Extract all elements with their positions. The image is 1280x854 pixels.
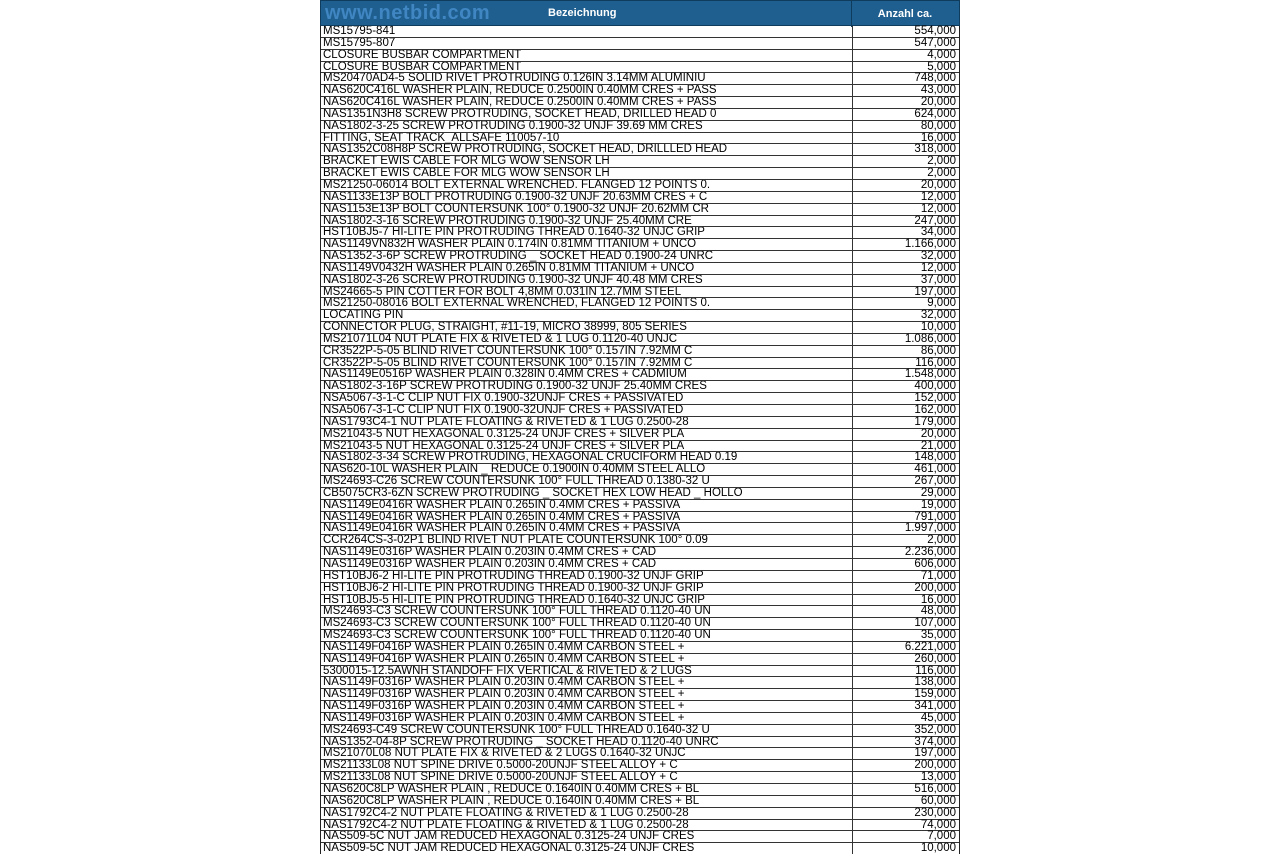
- cell-quantity: 20,000: [920, 427, 956, 440]
- cell-quantity: 162,000: [914, 404, 956, 416]
- cell-quantity: 34,000: [920, 226, 956, 239]
- cell-name: NAS620C8LP WASHER PLAIN , REDUCE 0.1640IN 0.40MM CRES + BL: [323, 795, 700, 807]
- table-row: [321, 429, 959, 441]
- cell-quantity: 2,000: [927, 167, 956, 180]
- cell-name: MS21043-5 NUT HEXAGONAL 0.3125-24 UNJF CRES + SILVER PLA: [323, 440, 685, 452]
- cell-quantity: 9,000: [927, 297, 956, 310]
- cell-name: NAS1793C4-1 NUT PLATE FLOATING & RIVETED & 1 LUG 0.2500-28: [323, 416, 689, 428]
- table-row: [321, 168, 959, 180]
- cell-quantity: 48,000: [920, 605, 956, 618]
- cell-quantity: 547,000: [914, 36, 956, 49]
- cell-name: NAS1149F0316P WASHER PLAIN 0.203IN 0.4MM CARBON STEEL +: [323, 689, 685, 701]
- cell-quantity: 35,000: [920, 629, 956, 642]
- cell-quantity: 43,000: [920, 84, 956, 97]
- table-row: [321, 251, 959, 263]
- cell-quantity: 86,000: [920, 344, 956, 357]
- table-row: [321, 417, 959, 429]
- cell-quantity: 2.236,000: [904, 546, 956, 559]
- cell-quantity: 16,000: [920, 131, 956, 144]
- table-row: [321, 796, 959, 808]
- cell-quantity: 247,000: [914, 214, 956, 227]
- table-row: [321, 73, 959, 85]
- watermark: www.netbid.com: [325, 2, 491, 24]
- cell-quantity: 29,000: [920, 486, 956, 499]
- cell-name: NAS1149F0316P WASHER PLAIN 0.203IN 0.4MM CARBON STEEL +: [323, 712, 685, 724]
- table-row: [321, 310, 959, 322]
- cell-name: MS15795-841: [323, 26, 396, 37]
- cell-name: MS20470AD4-5 SOLID RIVET PROTRUDING 0.126IN 3.14MM ALUMINIU: [323, 73, 706, 85]
- cell-quantity: 318,000: [914, 143, 956, 156]
- cell-name: 5300015-12.5AWNH STANDOFF FIX VERTICAL & RIVETED & 2 LUGS: [323, 665, 692, 677]
- cell-name: MS24665-5 PIN COTTER FOR BOLT 4,8MM 0.031IN 12.7MM STEEL: [323, 286, 682, 298]
- cell-quantity: 606,000: [914, 557, 956, 570]
- cell-name: CLOSURE BUSBAR COMPARTMENT: [323, 61, 522, 73]
- cell-name: NAS1149VN832H WASHER PLAIN 0.174IN 0.81MM TITANIUM + UNCO: [323, 239, 697, 251]
- cell-name: NAS1802-3-25 SCREW PROTRUDING 0.1900-32 UNJF 39.69 MM CRES: [323, 120, 703, 132]
- spreadsheet-table: [320, 0, 960, 854]
- cell-quantity: 80,000: [920, 119, 956, 132]
- cell-quantity: 230,000: [914, 806, 956, 819]
- cell-name: CR3522P-5-05 BLIND RIVET COUNTERSUNK 100° 0.157IN 7.92MM C: [323, 357, 693, 369]
- table-row: [321, 677, 959, 689]
- cell-quantity: 260,000: [914, 652, 956, 665]
- cell-quantity: 19,000: [920, 498, 956, 511]
- cell-quantity: 179,000: [914, 415, 956, 428]
- cell-name: MS21250-08016 BOLT EXTERNAL WRENCHED, FLANGED 12 POINTS 0.: [323, 298, 711, 310]
- cell-quantity: 352,000: [914, 723, 956, 736]
- cell-quantity: 32,000: [920, 250, 956, 263]
- table-row: [321, 547, 959, 559]
- table-row: [321, 476, 959, 488]
- cell-name: CB5075CR3-6ZN SCREW PROTRUDING _ SOCKET HEX LOW HEAD _ HOLLO: [323, 487, 743, 499]
- table-row: [321, 263, 959, 275]
- cell-name: MS21071L04 NUT PLATE FIX & RIVETED & 1 LUG 0.1120-40 UNJC: [323, 333, 678, 345]
- table-row: [321, 38, 959, 50]
- table-row: [321, 287, 959, 299]
- table-row: [321, 180, 959, 192]
- table-row: [321, 452, 959, 464]
- cell-quantity: 71,000: [920, 569, 956, 582]
- cell-quantity: 624,000: [914, 107, 956, 120]
- cell-name: NAS1802-3-34 SCREW PROTRUDING, HEXAGONAL CRUCIFORM HEAD 0.19: [323, 452, 738, 464]
- table-row: [321, 298, 959, 310]
- cell-name: NAS1149E0316P WASHER PLAIN 0.203IN 0.4MM CRES + CAD: [323, 547, 657, 559]
- cell-name: NAS1149E0316P WASHER PLAIN 0.203IN 0.4MM CRES + CAD: [323, 558, 657, 570]
- table-row: [321, 405, 959, 417]
- table-row: [321, 358, 959, 370]
- cell-name: NAS620C8LP WASHER PLAIN , REDUCE 0.1640IN 0.40MM CRES + BL: [323, 784, 700, 795]
- cell-quantity: 12,000: [920, 190, 956, 203]
- cell-name: NAS1352C08H8P SCREW PROTRUDING, SOCKET HEAD, DRILLLED HEAD: [323, 144, 728, 156]
- table-row: [321, 559, 959, 571]
- cell-quantity: 374,000: [914, 735, 956, 748]
- cell-quantity: 516,000: [914, 783, 956, 795]
- cell-quantity: 197,000: [914, 285, 956, 298]
- table-row: [321, 50, 959, 62]
- cell-name: NAS1149F0316P WASHER PLAIN 0.203IN 0.4MM CARBON STEEL +: [323, 677, 685, 689]
- column-header-name: Bezeichnung: [548, 7, 617, 19]
- cell-quantity: 12,000: [920, 261, 956, 274]
- cell-name: HST10BJ5-5 HI-LITE PIN PROTRUDING THREAD 0.1640-32 UNJC GRIP: [323, 594, 705, 606]
- table-row: [321, 464, 959, 476]
- cell-quantity: 2,000: [927, 534, 956, 547]
- cell-name: BRACKET EWIS CABLE FOR MLG WOW SENSOR LH: [323, 156, 610, 168]
- column-header-quantity: Anzahl ca.: [877, 8, 933, 20]
- cell-quantity: 461,000: [914, 463, 956, 476]
- cell-name: MS24693-C3 SCREW COUNTERSUNK 100° FULL THREAD 0.1120-40 UN: [323, 618, 711, 630]
- cell-quantity: 10,000: [920, 842, 956, 854]
- cell-name: NAS1802-3-26 SCREW PROTRUDING 0.1900-32 UNJF 40.48 MM CRES: [323, 274, 703, 286]
- table-row: [321, 630, 959, 642]
- table-row: [321, 595, 959, 607]
- table-row: [321, 784, 959, 796]
- table-row: [321, 737, 959, 749]
- table-row: [321, 831, 959, 843]
- cell-name: MS24693-C26 SCREW COUNTERSUNK 100° FULL THREAD 0.1380-32 U: [323, 476, 710, 488]
- cell-quantity: 200,000: [914, 759, 956, 772]
- table-row: [321, 369, 959, 381]
- table-row: [321, 133, 959, 145]
- cell-quantity: 152,000: [914, 392, 956, 405]
- cell-name: NSA5067-3-1-C CLIP NUT FIX 0.1900-32UNJF CRES + PASSIVATED: [323, 393, 684, 405]
- cell-name: NAS1351N3H8 SCREW PROTRUDING, SOCKET HEAD, DRILLED HEAD 0: [323, 108, 717, 120]
- cell-quantity: 12,000: [920, 202, 956, 215]
- table-row: [321, 192, 959, 204]
- cell-quantity: 16,000: [920, 593, 956, 606]
- table-row: [321, 346, 959, 358]
- cell-quantity: 400,000: [914, 380, 956, 393]
- cell-name: CR3522P-5-05 BLIND RIVET COUNTERSUNK 100° 0.157IN 7.92MM C: [323, 345, 693, 357]
- cell-quantity: 10,000: [920, 321, 956, 334]
- cell-quantity: 45,000: [920, 711, 956, 724]
- table-row: [321, 512, 959, 524]
- cell-quantity: 116,000: [915, 356, 956, 369]
- table-row: [321, 666, 959, 678]
- cell-name: NAS620-10L WASHER PLAIN _ REDUCE 0.1900IN 0.40MM STEEL ALLO: [323, 464, 706, 476]
- table-row: [321, 393, 959, 405]
- cell-quantity: 148,000: [914, 451, 956, 464]
- cell-name: NAS1149E0516P WASHER PLAIN 0.328IN 0.4MM CRES + CADMIUM: [323, 369, 687, 381]
- cell-name: NAS1149E0416R WASHER PLAIN 0.265IN 0.4MM CRES + PASSIVA: [323, 523, 681, 535]
- cell-name: MS21133L08 NUT SPINE DRIVE 0.5000-20UNJF STEEL ALLOY + C: [323, 772, 678, 784]
- cell-name: MS21250-06014 BOLT EXTERNAL WRENCHED. FLANGED 12 POINTS 0.: [323, 179, 711, 191]
- table-row: [321, 820, 959, 832]
- cell-quantity: 1.548,000: [904, 368, 956, 381]
- cell-quantity: 197,000: [914, 747, 956, 760]
- cell-quantity: 341,000: [914, 700, 956, 713]
- table-row: [321, 571, 959, 583]
- table-row: [321, 713, 959, 725]
- cell-name: HST10BJ6-2 HI-LITE PIN PROTRUDING THREAD 0.1900-32 UNJF GRIP: [323, 582, 704, 594]
- table-row: [321, 156, 959, 168]
- table-row: [321, 535, 959, 547]
- table-row: [321, 26, 959, 38]
- cell-quantity: 554,000: [914, 25, 956, 37]
- cell-name: NAS1133E13P BOLT PROTRUDING 0.1900-32 UNJF 20.63MM CRES + C: [323, 191, 708, 203]
- cell-name: NAS1802-3-16P SCREW PROTRUDING 0.1900-32 UNJF 25.40MM CRES: [323, 381, 707, 393]
- cell-quantity: 20,000: [920, 96, 956, 109]
- cell-quantity: 138,000: [914, 676, 956, 689]
- cell-name: NAS1149F0316P WASHER PLAIN 0.203IN 0.4MM CARBON STEEL +: [323, 701, 685, 713]
- cell-name: NAS1149E0416R WASHER PLAIN 0.265IN 0.4MM CRES + PASSIVA: [323, 499, 681, 511]
- cell-quantity: 4,000: [927, 48, 956, 61]
- cell-name: HST10BJ5-7 HI-LITE PIN PROTRUDING THREAD 0.1640-32 UNJC GRIP: [323, 227, 705, 239]
- table-row: [321, 109, 959, 121]
- table-row: [321, 772, 959, 784]
- table-row: [321, 760, 959, 772]
- cell-quantity: 37,000: [920, 273, 956, 286]
- cell-name: MS24693-C3 SCREW COUNTERSUNK 100° FULL THREAD 0.1120-40 UN: [323, 630, 711, 642]
- cell-name: NAS1352-3-6P SCREW PROTRUDING _ SOCKET HEAD 0.1900-24 UNRC: [323, 251, 714, 263]
- table-row: [321, 725, 959, 737]
- cell-name: FITTING, SEAT TRACK_ALLSAFE 110057-10: [323, 132, 560, 144]
- table-row: [321, 500, 959, 512]
- table-row: [321, 843, 959, 854]
- cell-quantity: 60,000: [920, 794, 956, 807]
- cell-name: CCR264CS-3-02P1 BLIND RIVET NUT PLATE COUNTERSUNK 100° 0.09: [323, 535, 708, 547]
- cell-quantity: 748,000: [914, 72, 956, 85]
- cell-name: NAS1149V0432H WASHER PLAIN 0.265IN 0.81MM TITANIUM + UNCO: [323, 262, 695, 274]
- cell-quantity: 1.086,000: [904, 332, 956, 345]
- cell-quantity: 21,000: [920, 439, 956, 452]
- cell-name: MS15795-807: [323, 37, 396, 49]
- table-row: [321, 275, 959, 287]
- cell-quantity: 159,000: [914, 688, 956, 701]
- cell-name: NAS1153E13P BOLT COUNTERSUNK 100° 0.1900-32 UNJF 20.62MM CR: [323, 203, 709, 215]
- cell-quantity: 107,000: [914, 617, 956, 630]
- cell-name: NAS1792C4-2 NUT PLATE FLOATING & RIVETED & 1 LUG 0.2500-28: [323, 819, 689, 831]
- cell-name: MS21070L08 NUT PLATE FIX & RIVETED & 2 LUGS 0.1640-32 UNJC: [323, 748, 686, 760]
- cell-name: NAS1149E0416R WASHER PLAIN 0.265IN 0.4MM CRES + PASSIVA: [323, 511, 681, 523]
- cell-name: NAS1802-3-16 SCREW PROTRUDING 0.1900-32 UNJF 25.40MM CRE: [323, 215, 692, 227]
- table-row: [321, 441, 959, 453]
- table-row: [321, 227, 959, 239]
- cell-quantity: 74,000: [920, 818, 956, 831]
- cell-name: HST10BJ6-2 HI-LITE PIN PROTRUDING THREAD 0.1900-32 UNJF GRIP: [323, 570, 704, 582]
- cell-quantity: 5,000: [927, 60, 956, 73]
- cell-name: MS24693-C3 SCREW COUNTERSUNK 100° FULL THREAD 0.1120-40 UN: [323, 606, 711, 618]
- cell-name: NAS509-5C NUT JAM REDUCED HEXAGONAL 0.3125-24 UNJF CRES: [323, 831, 695, 843]
- cell-name: NSA5067-3-1-C CLIP NUT FIX 0.1900-32UNJF CRES + PASSIVATED: [323, 405, 684, 416]
- table-row: [321, 97, 959, 109]
- table-row: [321, 689, 959, 701]
- cell-name: MS24693-C49 SCREW COUNTERSUNK 100° FULL THREAD 0.1640-32 U: [323, 724, 710, 736]
- table-row: [321, 748, 959, 760]
- cell-name: NAS1149F0416P WASHER PLAIN 0.265IN 0.4MM CARBON STEEL +: [323, 641, 685, 653]
- cell-name: BRACKET EWIS CABLE FOR MLG WOW SENSOR LH: [323, 168, 610, 180]
- cell-quantity: 1.166,000: [904, 238, 956, 251]
- cell-name: NAS1352-04-8P SCREW PROTRUDING _ SOCKET HEAD 0.1120-40 UNRC: [323, 736, 719, 748]
- cell-quantity: 13,000: [920, 771, 956, 784]
- cell-name: NAS620C416L WASHER PLAIN, REDUCE 0.2500IN 0.40MM CRES + PASS: [323, 97, 717, 109]
- table-row: [321, 583, 959, 595]
- cell-name: NAS509-5C NUT JAM REDUCED HEXAGONAL 0.3125-24 UNJF CRES: [323, 843, 695, 854]
- table-row: [321, 808, 959, 820]
- cell-name: MS21133L08 NUT SPINE DRIVE 0.5000-20UNJF STEEL ALLOY + C: [323, 760, 678, 772]
- table-row: [321, 62, 959, 74]
- cell-name: NAS620C416L WASHER PLAIN, REDUCE 0.2500IN 0.40MM CRES + PASS: [323, 85, 717, 97]
- cell-name: CLOSURE BUSBAR COMPARTMENT: [323, 49, 522, 61]
- table-row: [321, 523, 959, 535]
- table-row: [321, 216, 959, 228]
- cell-name: NAS1149F0416P WASHER PLAIN 0.265IN 0.4MM CARBON STEEL +: [323, 653, 685, 665]
- cell-name: LOCATING PIN: [323, 310, 404, 322]
- cell-name: CONNECTOR PLUG, STRAIGHT, #11-19, MICRO 38999, 805 SERIES: [323, 322, 687, 334]
- table-row: [321, 144, 959, 156]
- cell-quantity: 200,000: [914, 581, 956, 594]
- cell-quantity: 6.221,000: [904, 640, 956, 653]
- table-body: [320, 26, 960, 854]
- table-row: [321, 239, 959, 251]
- cell-name: MS21043-5 NUT HEXAGONAL 0.3125-24 UNJF CRES + SILVER PLA: [323, 428, 685, 440]
- cell-quantity: 116,000: [915, 664, 956, 677]
- cell-quantity: 32,000: [920, 309, 956, 322]
- table-header: [320, 0, 960, 26]
- table-row: [321, 204, 959, 216]
- cell-quantity: 267,000: [914, 475, 956, 488]
- cell-quantity: 791,000: [914, 510, 956, 523]
- cell-quantity: 7,000: [927, 830, 956, 843]
- table-row: [321, 642, 959, 654]
- table-row: [321, 606, 959, 618]
- table-row: [321, 654, 959, 666]
- cell-name: NAS1792C4-2 NUT PLATE FLOATING & RIVETED & 1 LUG 0.2500-28: [323, 807, 689, 819]
- table-row: [321, 618, 959, 630]
- cell-quantity: 2,000: [927, 155, 956, 168]
- table-row: [321, 701, 959, 713]
- table-row: [321, 121, 959, 133]
- cell-quantity: 1.997,000: [904, 522, 956, 535]
- table-row: [321, 488, 959, 500]
- cell-quantity: 20,000: [920, 178, 956, 191]
- table-row: [321, 334, 959, 346]
- table-row: [321, 381, 959, 393]
- table-row: [321, 322, 959, 334]
- table-row: [321, 85, 959, 97]
